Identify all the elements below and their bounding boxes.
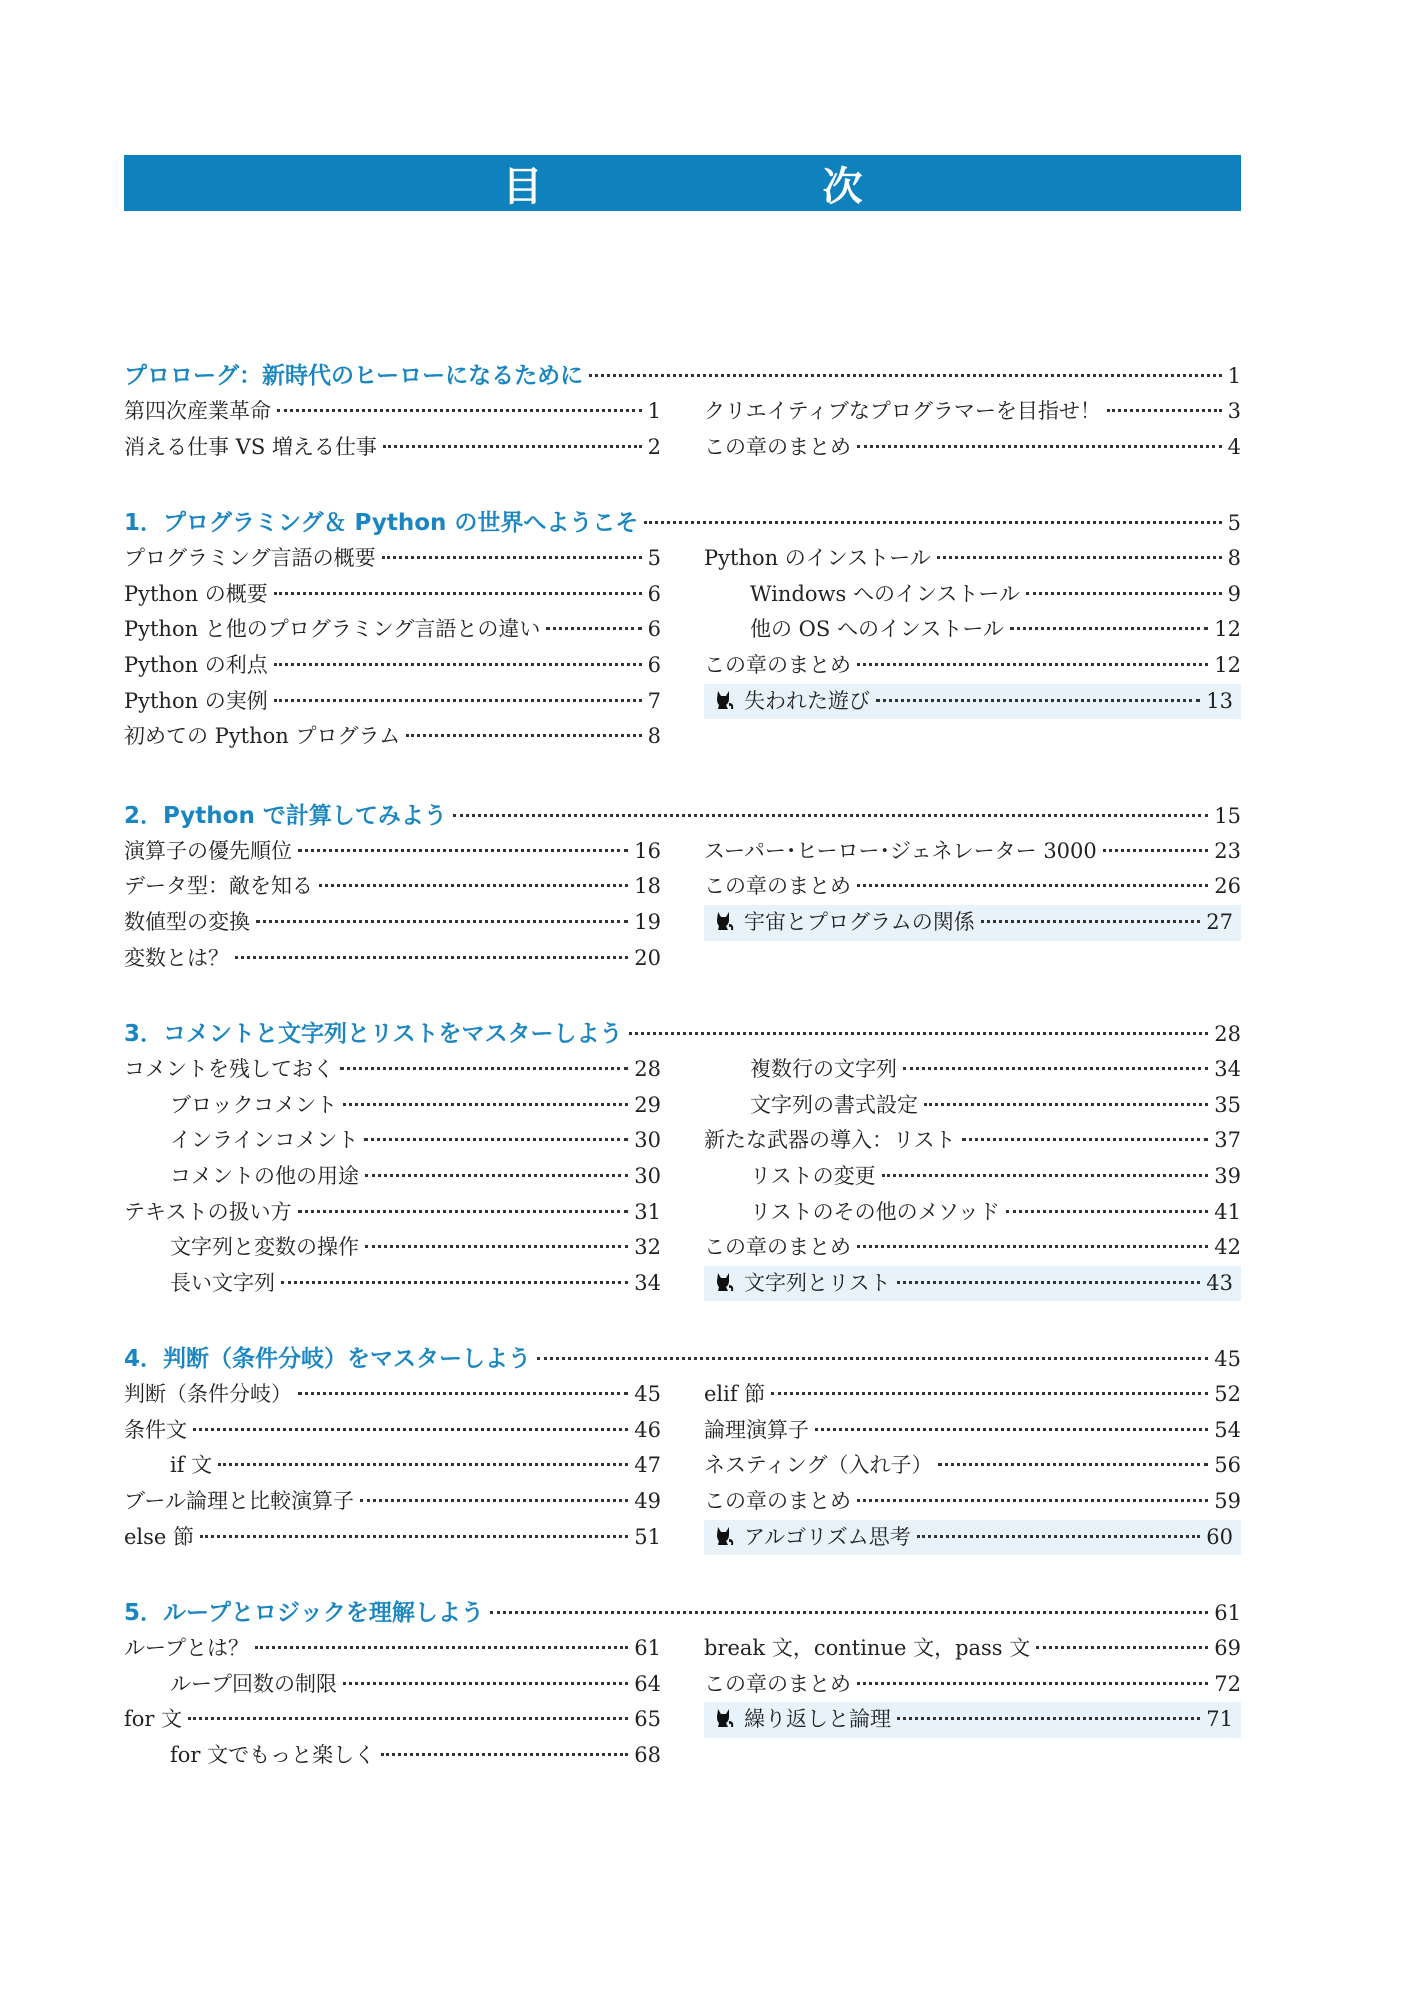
entry-title: 文字列とリスト	[744, 1270, 891, 1295]
leader-dots	[274, 663, 642, 666]
leader-dots	[857, 1245, 1208, 1248]
entry-page-number: 19	[634, 909, 661, 934]
entry-page-number: 46	[634, 1417, 661, 1442]
entry-page-number: 26	[1214, 874, 1241, 899]
entry-title: for 文	[124, 1707, 183, 1732]
toc-entry[interactable]	[124, 1377, 661, 1413]
entry-page-number: 41	[1214, 1199, 1241, 1224]
toc-entry[interactable]	[704, 1052, 1241, 1088]
entry-page-number: 18	[634, 874, 661, 899]
entry-columns	[124, 1052, 1241, 1301]
leader-dots	[897, 1281, 1201, 1284]
entry-page-number: 7	[647, 688, 661, 713]
entry-title: 複数行の文字列	[750, 1057, 897, 1082]
chapter-title: 1．プログラミング＆ Python の世界へようこそ	[124, 510, 639, 537]
toc-entry[interactable]	[704, 1448, 1241, 1484]
leader-dots	[1026, 592, 1222, 595]
entry-page-number: 2	[647, 434, 661, 459]
entry-page-number: 1	[647, 399, 661, 423]
leader-dots	[200, 1535, 628, 1538]
chapter-section	[124, 505, 1241, 755]
entry-title: プログラミング言語の概要	[124, 546, 376, 571]
entry-title: ネスティング（入れ子）	[704, 1453, 933, 1478]
leader-dots	[298, 1210, 629, 1213]
chapter-section	[124, 358, 1241, 465]
entry-page-number: 16	[634, 838, 661, 863]
toc-entry[interactable]	[124, 1123, 661, 1159]
entry-page-number: 13	[1206, 688, 1233, 713]
leader-dots	[857, 445, 1222, 448]
leader-dots	[937, 556, 1222, 559]
toc-entry[interactable]	[704, 1123, 1241, 1159]
cat-icon	[714, 1523, 736, 1545]
toc-entry[interactable]	[124, 1448, 661, 1484]
column-entry[interactable]	[704, 905, 1241, 941]
leader-dots	[537, 1357, 1208, 1360]
leader-dots	[453, 814, 1208, 817]
entry-title: 初めての Python プログラム	[124, 724, 401, 749]
leader-dots	[218, 1463, 628, 1466]
leader-dots	[298, 849, 628, 852]
leader-dots	[903, 1067, 1208, 1070]
entry-title: Python と他のプログラミング言語との違い	[124, 617, 541, 642]
leader-dots	[882, 1174, 1209, 1177]
toc-entry[interactable]	[704, 1195, 1241, 1231]
toc-entry[interactable]	[124, 869, 661, 905]
entry-title: 文字列と変数の操作	[170, 1235, 359, 1260]
chapter-title: 3．コメントと文字列とリストをマスターしよう	[124, 1021, 623, 1048]
entry-page-number: 39	[1214, 1163, 1241, 1188]
entry-title: ブロックコメント	[170, 1092, 338, 1117]
leader-dots	[897, 1717, 1200, 1720]
toc-entry[interactable]	[704, 1631, 1241, 1667]
leader-dots	[981, 920, 1200, 923]
leader-dots	[360, 1499, 628, 1502]
toc-entry[interactable]	[704, 1088, 1241, 1124]
chapter-page-number: 28	[1214, 1022, 1241, 1047]
entry-title: この章のまとめ	[704, 434, 851, 459]
leader-dots	[857, 1682, 1208, 1685]
table-of-contents	[124, 358, 1241, 1814]
entry-page-number: 60	[1206, 1524, 1233, 1549]
left-column	[124, 394, 661, 465]
toc-entry[interactable]	[704, 1159, 1241, 1195]
entry-title: 宇宙とプログラムの関係	[744, 909, 975, 934]
entry-title: この章のまとめ	[704, 874, 851, 899]
entry-title: 他の OS へのインストール	[750, 617, 1004, 642]
entry-page-number: 69	[1214, 1636, 1241, 1661]
column-entry[interactable]	[704, 684, 1241, 720]
toc-entry[interactable]	[124, 1667, 661, 1703]
entry-columns	[124, 541, 1241, 755]
leader-dots	[771, 1392, 1208, 1395]
toc-entry[interactable]	[124, 1230, 661, 1266]
entry-title: 変数とは？	[124, 945, 229, 970]
entry-page-number: 43	[1206, 1270, 1233, 1295]
entry-title: クリエイティブなプログラマーを目指せ！	[704, 399, 1101, 423]
leader-dots	[917, 1535, 1201, 1538]
toc-entry[interactable]	[704, 541, 1241, 577]
chapter-section	[124, 1595, 1241, 1773]
toc-entry[interactable]	[124, 1702, 661, 1738]
entry-title: 判断（条件分岐）	[124, 1382, 292, 1407]
chapter-title: 5．ループとロジックを理解しよう	[124, 1600, 484, 1627]
entry-page-number: 34	[634, 1270, 661, 1295]
entry-page-number: 23	[1214, 838, 1241, 863]
left-column	[124, 541, 661, 755]
chapter-section	[124, 1341, 1241, 1555]
toc-entry[interactable]	[704, 612, 1241, 648]
entry-title: 長い文字列	[170, 1270, 275, 1295]
leader-dots	[274, 699, 642, 702]
toc-entry[interactable]	[124, 541, 661, 577]
entry-title: 失われた遊び	[744, 688, 870, 713]
leader-dots	[490, 1611, 1208, 1614]
entry-page-number: 32	[634, 1235, 661, 1260]
entry-title: Python の利点	[124, 652, 268, 677]
column-entry[interactable]	[704, 1702, 1241, 1738]
chapter-page-number: 45	[1214, 1347, 1241, 1372]
chapter-page-number: 5	[1227, 511, 1241, 536]
cat-icon	[714, 1269, 736, 1291]
toc-entry[interactable]	[124, 1631, 661, 1667]
leader-dots	[381, 1753, 628, 1756]
toc-entry[interactable]	[704, 869, 1241, 905]
leader-dots	[365, 1245, 628, 1248]
entry-page-number: 8	[1227, 546, 1241, 571]
leader-dots	[857, 663, 1208, 666]
entry-page-number: 6	[647, 617, 661, 642]
leader-dots	[857, 884, 1208, 887]
toc-entry[interactable]	[124, 684, 661, 720]
leader-dots	[343, 1682, 628, 1685]
toc-title-banner	[124, 155, 1241, 211]
entry-page-number: 72	[1214, 1671, 1241, 1696]
entry-title: elif 節	[704, 1382, 766, 1407]
toc-entry[interactable]	[124, 1484, 661, 1520]
right-column	[704, 1377, 1241, 1555]
entry-page-number: 30	[634, 1128, 661, 1153]
entry-page-number: 8	[647, 724, 661, 749]
entry-page-number: 5	[647, 546, 661, 571]
entry-page-number: 27	[1206, 909, 1233, 934]
entry-title: データ型：敵を知る	[124, 874, 313, 899]
toc-entry[interactable]	[124, 1413, 661, 1449]
toc-entry[interactable]	[704, 1230, 1241, 1266]
entry-title: 論理演算子	[704, 1417, 809, 1442]
entry-page-number: 9	[1227, 581, 1241, 606]
toc-entry[interactable]	[704, 1377, 1241, 1413]
toc-entry[interactable]	[124, 719, 661, 755]
toc-entry[interactable]	[124, 1052, 661, 1088]
leader-dots	[188, 1717, 628, 1720]
chapter-heading[interactable]	[124, 1016, 1241, 1052]
toc-entry[interactable]	[704, 430, 1241, 466]
leader-dots	[962, 1138, 1209, 1141]
entry-columns	[124, 1377, 1241, 1555]
chapter-heading[interactable]	[124, 505, 1241, 541]
entry-columns	[124, 834, 1241, 976]
entry-page-number: 56	[1214, 1453, 1241, 1478]
chapter-section	[124, 798, 1241, 976]
entry-page-number: 59	[1214, 1489, 1241, 1514]
entry-page-number: 71	[1206, 1707, 1233, 1732]
leader-dots	[255, 1646, 628, 1649]
entry-page-number: 12	[1214, 652, 1241, 677]
leader-dots	[281, 1281, 628, 1284]
cat-icon	[714, 1705, 736, 1727]
entry-page-number: 49	[634, 1489, 661, 1514]
entry-title: ループ回数の制限	[170, 1671, 337, 1696]
toc-entry[interactable]	[124, 430, 661, 466]
left-column	[124, 1377, 661, 1555]
leader-dots	[406, 734, 641, 737]
leader-dots	[235, 956, 628, 959]
leader-dots	[193, 1428, 628, 1431]
column-entry[interactable]	[704, 1266, 1241, 1302]
entry-title: この章のまとめ	[704, 652, 851, 677]
entry-title: テキストの扱い方	[124, 1199, 292, 1224]
toc-entry[interactable]	[124, 1266, 661, 1302]
chapter-title: 4．判断（条件分岐）をマスターしよう	[124, 1346, 532, 1373]
entry-page-number: 54	[1214, 1417, 1241, 1442]
entry-title: リストの変更	[750, 1163, 876, 1188]
entry-page-number: 45	[634, 1382, 661, 1407]
entry-title: else 節	[124, 1524, 195, 1549]
entry-title: リストのその他のメソッド	[750, 1199, 1000, 1224]
entry-page-number: 42	[1214, 1235, 1241, 1260]
leader-dots	[298, 1392, 628, 1395]
leader-dots	[340, 1067, 628, 1070]
entry-title: Python の実例	[124, 688, 268, 713]
leader-dots	[382, 556, 642, 559]
toc-title: 目 次	[502, 163, 983, 210]
cat-icon	[714, 908, 736, 930]
leader-dots	[277, 409, 642, 412]
entry-title: 第四次産業革命	[124, 399, 271, 423]
leader-dots	[274, 592, 642, 595]
entry-title: この章のまとめ	[704, 1671, 851, 1696]
entry-page-number: 6	[647, 581, 661, 606]
chapter-title: 2．Python で計算してみよう	[124, 802, 447, 829]
entry-title: Python の概要	[124, 581, 268, 606]
leader-dots	[1107, 409, 1222, 412]
entry-title: コメントを残しておく	[124, 1057, 334, 1082]
cat-icon	[714, 687, 736, 709]
leader-dots	[383, 445, 642, 448]
entry-page-number: 35	[1214, 1092, 1241, 1117]
right-column	[704, 1631, 1241, 1773]
entry-page-number: 51	[634, 1524, 661, 1549]
entry-title: 消える仕事 VS 増える仕事	[124, 434, 377, 459]
leader-dots	[343, 1103, 628, 1106]
entry-page-number: 65	[634, 1707, 661, 1732]
toc-entry[interactable]	[704, 1413, 1241, 1449]
entry-columns	[124, 1631, 1241, 1773]
leader-dots	[644, 521, 1221, 524]
right-column	[704, 834, 1241, 976]
entry-page-number: 6	[647, 652, 661, 677]
leader-dots	[365, 1174, 628, 1177]
right-column	[704, 541, 1241, 755]
leader-dots	[1006, 1210, 1208, 1213]
toc-entry[interactable]	[704, 834, 1241, 870]
leader-dots	[256, 920, 628, 923]
leader-dots	[1103, 849, 1209, 852]
entry-page-number: 52	[1214, 1382, 1241, 1407]
entry-page-number: 4	[1227, 434, 1241, 459]
leader-dots	[1010, 627, 1208, 630]
leader-dots	[319, 884, 628, 887]
left-column	[124, 1052, 661, 1301]
leader-dots	[629, 1032, 1209, 1035]
leader-dots	[589, 374, 1222, 377]
entry-title: 数値型の変換	[124, 909, 250, 934]
entry-page-number: 37	[1214, 1128, 1241, 1153]
chapter-page-number: 15	[1214, 803, 1241, 828]
entry-title: 繰り返しと論理	[744, 1707, 891, 1732]
entry-title: Python のインストール	[704, 546, 931, 571]
entry-page-number: 68	[634, 1743, 661, 1768]
leader-dots	[364, 1138, 628, 1141]
entry-page-number: 29	[634, 1092, 661, 1117]
chapter-heading[interactable]	[124, 798, 1241, 834]
entry-title: break 文，continue 文，pass 文	[704, 1636, 1031, 1661]
entry-page-number: 61	[634, 1636, 661, 1661]
toc-entry[interactable]	[124, 1520, 661, 1556]
entry-title: アルゴリズム思考	[744, 1524, 911, 1549]
toc-entry[interactable]	[124, 648, 661, 684]
entry-title: ループとは？	[124, 1636, 249, 1661]
leader-dots	[1036, 1646, 1208, 1649]
entry-title: ブール論理と比較演算子	[124, 1489, 354, 1514]
entry-title: インラインコメント	[170, 1128, 359, 1153]
entry-page-number: 3	[1227, 399, 1241, 423]
entry-title: 条件文	[124, 1417, 187, 1442]
left-column	[124, 834, 661, 976]
entry-columns	[124, 394, 1241, 465]
toc-entry[interactable]	[704, 648, 1241, 684]
toc-entry[interactable]	[124, 905, 661, 941]
entry-title: コメントの他の用途	[170, 1163, 359, 1188]
chapter-page-number: 1	[1227, 364, 1241, 388]
right-column	[704, 1052, 1241, 1301]
entry-title: 文字列の書式設定	[750, 1092, 918, 1117]
toc-entry[interactable]	[704, 394, 1241, 430]
entry-page-number: 47	[634, 1453, 661, 1478]
leader-dots	[815, 1428, 1208, 1431]
chapter-heading[interactable]	[124, 1595, 1241, 1631]
entry-title: この章のまとめ	[704, 1489, 851, 1514]
toc-entry[interactable]	[704, 577, 1241, 613]
toc-entry[interactable]	[124, 834, 661, 870]
entry-page-number: 31	[634, 1199, 661, 1224]
left-column	[124, 1631, 661, 1773]
toc-entry[interactable]	[124, 612, 661, 648]
right-column	[704, 394, 1241, 465]
entry-title: Windows へのインストール	[750, 581, 1020, 606]
toc-entry[interactable]	[704, 1667, 1241, 1703]
entry-title: 演算子の優先順位	[124, 838, 292, 863]
entry-page-number: 30	[634, 1163, 661, 1188]
column-entry[interactable]	[704, 1520, 1241, 1556]
entry-page-number: 28	[634, 1057, 661, 1082]
leader-dots	[857, 1499, 1208, 1502]
toc-entry[interactable]	[124, 394, 661, 430]
entry-page-number: 12	[1214, 617, 1241, 642]
toc-entry[interactable]	[124, 1159, 661, 1195]
entry-title: スーパー･ヒーロー･ジェネレーター 3000	[704, 838, 1097, 863]
entry-title: 新たな武器の導入：リスト	[704, 1128, 956, 1153]
entry-page-number: 20	[634, 945, 661, 970]
entry-title: この章のまとめ	[704, 1235, 851, 1260]
chapter-title: プロローグ：新時代のヒーローになるために	[124, 363, 584, 389]
entry-page-number: 64	[634, 1671, 661, 1696]
toc-entry[interactable]	[124, 941, 661, 977]
toc-entry[interactable]	[124, 577, 661, 613]
leader-dots	[938, 1463, 1208, 1466]
leader-dots	[876, 699, 1200, 702]
chapter-page-number: 61	[1214, 1601, 1241, 1626]
leader-dots	[546, 627, 641, 630]
entry-title: for 文でもっと楽しく	[170, 1743, 376, 1768]
leader-dots	[924, 1103, 1208, 1106]
toc-entry[interactable]	[124, 1738, 661, 1774]
toc-entry[interactable]	[124, 1195, 661, 1231]
entry-page-number: 34	[1214, 1057, 1241, 1082]
chapter-heading[interactable]	[124, 358, 1241, 394]
chapter-heading[interactable]	[124, 1341, 1241, 1377]
chapter-section	[124, 1016, 1241, 1301]
toc-entry[interactable]	[704, 1484, 1241, 1520]
entry-title: if 文	[170, 1453, 213, 1478]
toc-entry[interactable]	[124, 1088, 661, 1124]
